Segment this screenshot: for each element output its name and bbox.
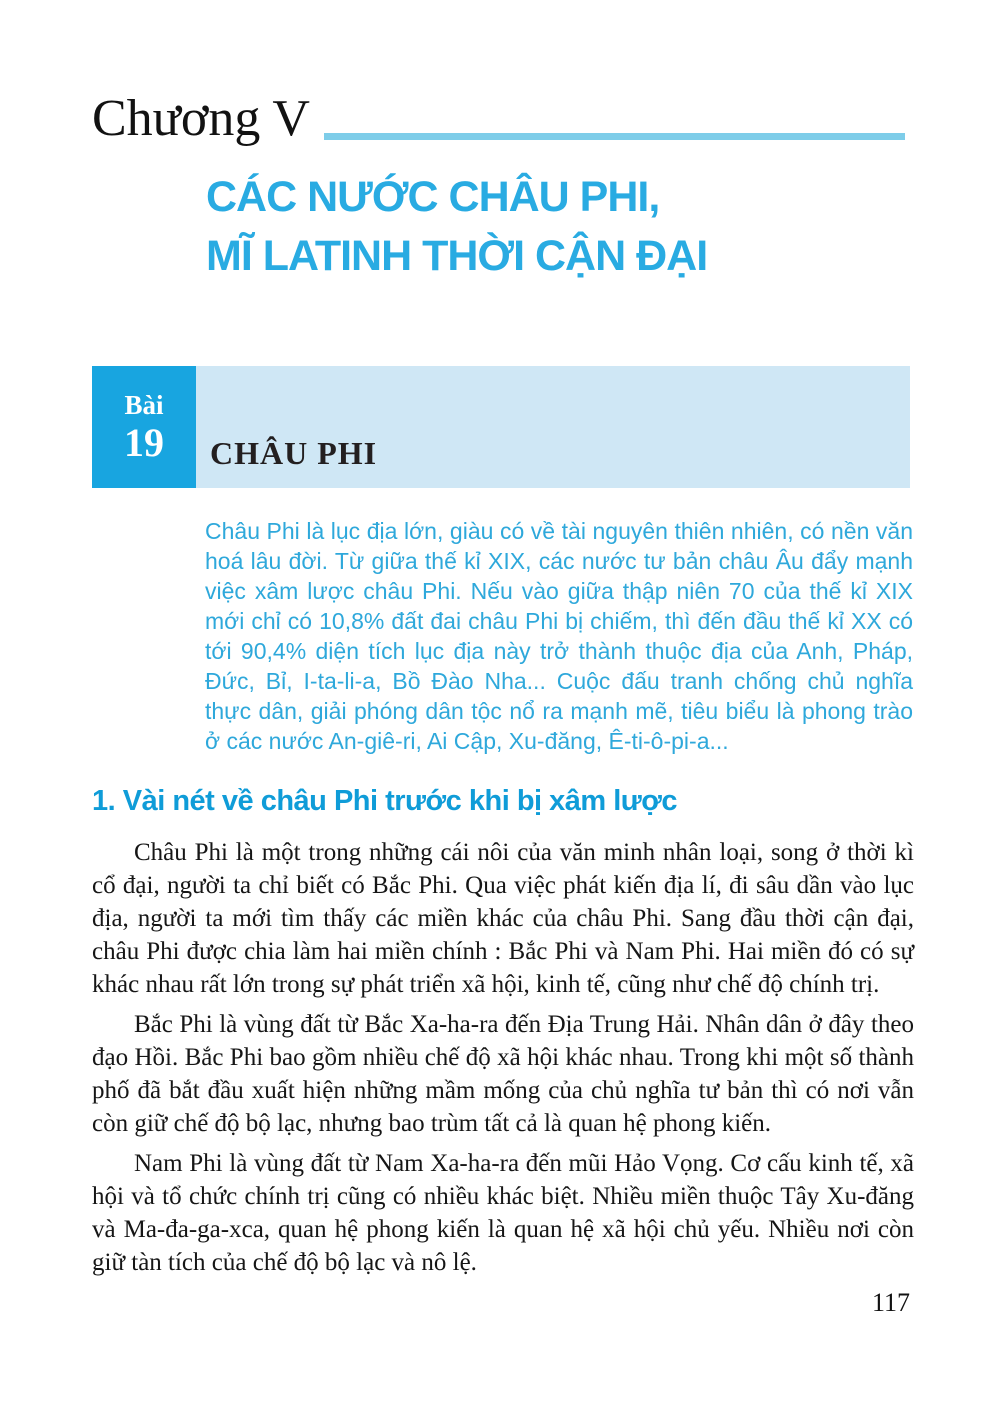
body-paragraph-2: Bắc Phi là vùng đất từ Bắc Xa-ha-ra đến Địa Trung Hải. Nhân dân ở đây theo đạo Hồi. Bắc Phi bao gồm nhiều chế độ xã hội khác nhau. Trong khi một số thành phố đã bắt đầu xuất hiện những mầm mống của chủ nghĩa tư bản thì có nơi vẫn còn giữ chế độ bộ lạc, nhưng bao trùm tất cả là quan hệ phong kiến. [92,1011,914,1137]
lesson-title-bar [196,366,910,488]
chapter-rule-divider [324,133,905,140]
chapter-title-line1: CÁC NƯỚC CHÂU PHI, [206,173,660,221]
chapter-label: Chương V [92,90,310,147]
chapter-title [206,168,707,286]
lesson-intro-paragraph: Châu Phi là lục địa lớn, giàu có về tài nguyên thiên nhiên, có nền văn hoá lâu đời. Từ giữa thế kỉ XIX, các nước tư bản châu Âu đẩy mạnh việc xâm lược châu Phi. Nếu vào giữa thập niên 70 của thế kỉ XIX mới chỉ có 10,8% đất đai châu Phi bị chiếm, thì đến đầu thế kỉ XX có tới 90,4% diện tích lục địa này trở thành thuộc địa của Anh, Pháp, Đức, Bỉ, I-ta-li-a, Bồ Đào Nha... Cuộc đấu tranh chống chủ nghĩa thực dân, giải phóng dân tộc nổ ra mạnh mẽ, tiêu biểu là phong trào ở các nước An-giê-ri, Ai Cập, Xu-đăng, Ê-ti-ô-pi-a... [205,518,913,754]
chapter-title-line2: MĨ LATINH THỜI CẬN ĐẠI [206,232,708,280]
chapter-header [92,92,905,147]
body-paragraph-3: Nam Phi là vùng đất từ Nam Xa-ha-ra đến mũi Hảo Vọng. Cơ cấu kinh tế, xã hội và tổ chức chính trị cũng có nhiều khác biệt. Nhiều miền thuộc Tây Xu-đăng và Ma-đa-ga-xca, quan hệ phong kiến là quan hệ xã hội chủ yếu. Nhiều nơi còn giữ tàn tích của chế độ bộ lạc và nô lệ. [92,1150,914,1276]
section-1-heading: 1. Vài nét về châu Phi trước khi bị xâm lược [92,785,678,817]
section-1-body [92,836,914,1286]
page-number: 117 [872,1288,911,1317]
lesson-badge-number: 19 [124,419,164,465]
lesson-badge-label: Bài [124,390,164,421]
lesson-banner [92,366,910,488]
lesson-number-badge [92,366,196,488]
lesson-title: CHÂU PHI [210,435,378,471]
body-paragraph-1: Châu Phi là một trong những cái nôi của văn minh nhân loại, song ở thời kì cổ đại, người ta chỉ biết có Bắc Phi. Qua việc phát kiến địa lí, đi sâu dần vào lục địa, người ta mới tìm thấy các miền khác của châu Phi. Sang đầu thời cận đại, châu Phi được chia làm hai miền chính : Bắc Phi và Nam Phi. Hai miền đó có sự khác nhau rất lớn trong sự phát triển xã hội, kinh tế, cũng như chế độ chính trị. [92,839,914,998]
